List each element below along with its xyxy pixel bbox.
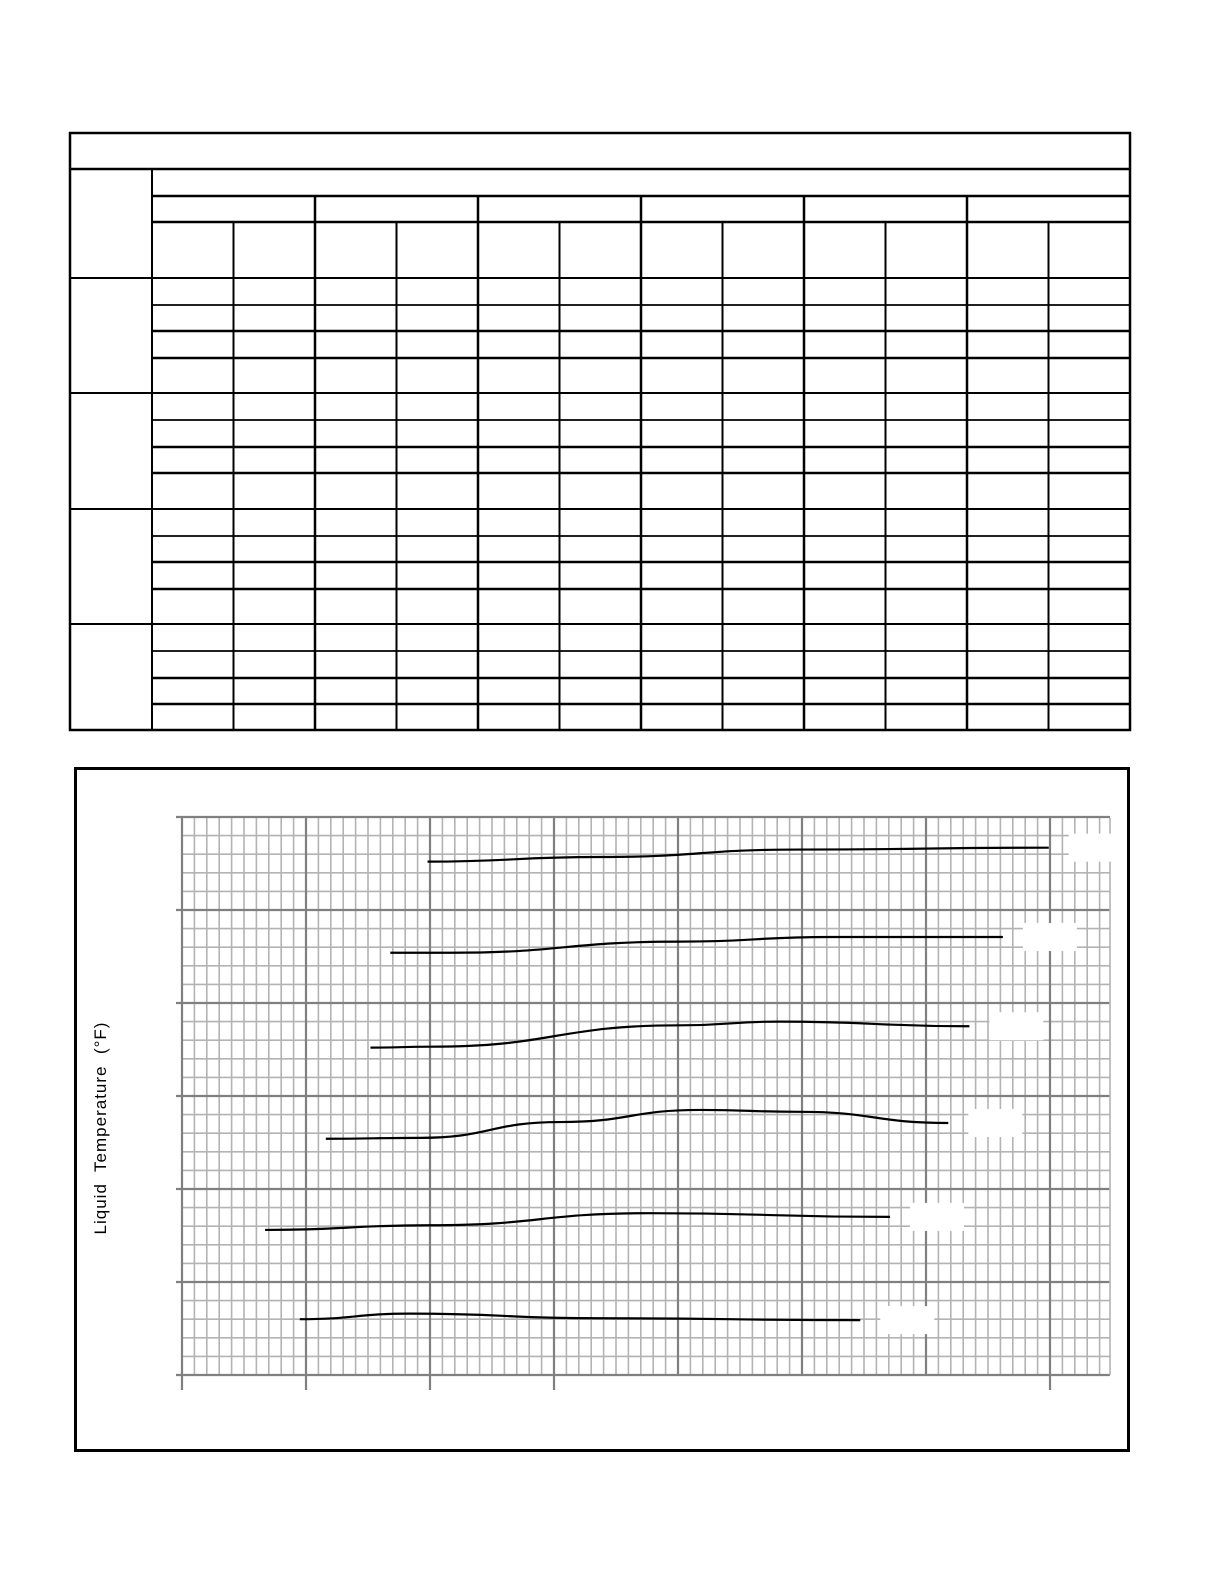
series-label-5 — [910, 1203, 964, 1231]
series-label-3 — [989, 1012, 1043, 1040]
series-label-1 — [1069, 834, 1123, 862]
series-label-6 — [880, 1306, 934, 1334]
series-label-2 — [1023, 923, 1077, 951]
series-line-3 — [370, 1022, 969, 1048]
series-line-5 — [265, 1213, 890, 1230]
y-axis-label: Liquid Temperature (°F) — [91, 1021, 110, 1235]
series-label-4 — [968, 1109, 1022, 1137]
series-line-2 — [390, 937, 1003, 953]
